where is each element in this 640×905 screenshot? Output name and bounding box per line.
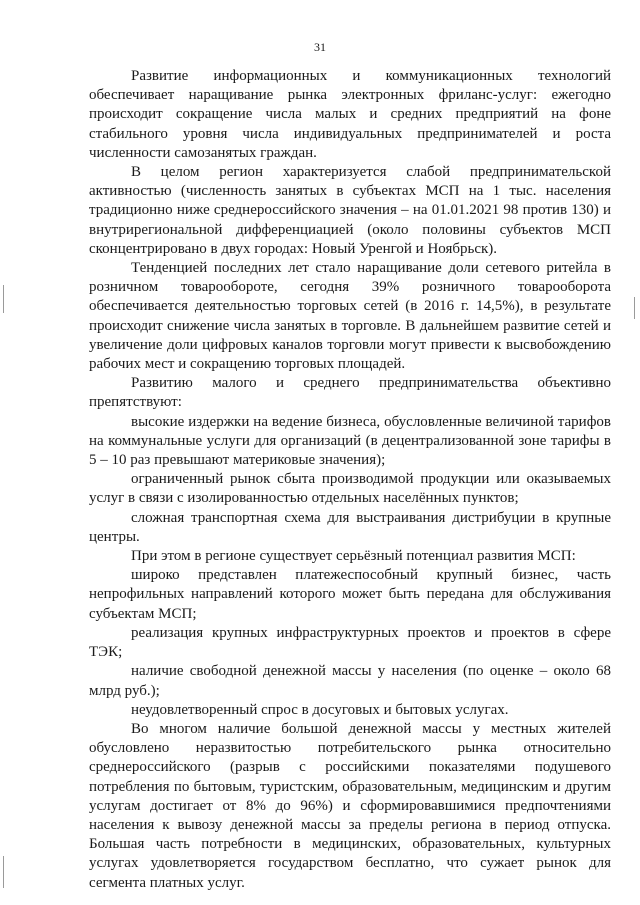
list-item-money-supply: наличие свободной денежной массы у населения (по оценке – около 68 млрд руб.); <box>89 663 611 699</box>
list-item-limited-market: ограниченный рынок сбыта производимой продукции или оказываемых услуг в связи с изолированностью отдельных населённых пунктов; <box>89 471 611 507</box>
document-body <box>89 67 611 893</box>
list-item-transport-scheme: сложная транспортная схема для выстраивания дистрибуции в крупные центры. <box>89 509 611 545</box>
page-number: 31 <box>314 40 326 54</box>
list-item-unmet-demand: неудовлетворенный спрос в досуговых и бытовых услугах. <box>131 701 509 718</box>
paragraph-obstacles-intro: Развитию малого и среднего предпринимательства объективно препятствуют: <box>89 375 611 411</box>
scan-artifact-left-bottom <box>3 856 4 888</box>
list-item-infrastructure-projects: реализация крупных инфраструктурных проектов и проектов в сфере ТЭК; <box>89 624 611 661</box>
list-item-large-business: широко представлен платежеспособный крупный бизнес, часть непрофильных направлений которого может быть передана для обслуживания субъектам МСП; <box>89 567 611 622</box>
paragraph-potential-intro: При этом в регионе существует серьёзный потенциал развития МСП: <box>131 548 576 565</box>
scan-artifact-right <box>634 297 635 319</box>
paragraph-money-mass: Во многом наличие большой денежной массы у местных жителей обусловлено неразвитостью потребительского рынка относительно среднероссийского (разрыв с российскими показателями подушевого потребления по бытовым, туристским, образовательным, медицинским и другим услугам достигает от 8% до 96%) и сформировавшимися предпочтениями населения к вывозу денежной массы за пределы региона в период отпуска. Большая часть потребности в медицинских, образовательных, культурных услугах удовлетворяется государством бесплатно, что сужает рынок для сегмента платных услуг. <box>89 720 611 891</box>
paragraph-retail-networks: Тенденцией последних лет стало наращивание доли сетевого ритейла в розничном товарообороте, сегодня 39% розничного товарооборота обеспечивается деятельностью торговых сетей (в 2016 г. 14,5%), в результате происходит снижение числа занятых в торговле. В дальнейшем развитие сетей и увеличение доли цифровых каналов торговли могут привести к высвобождению рабочих мест и сокращению торговых площадей. <box>89 260 611 373</box>
scan-artifact-left <box>3 285 4 313</box>
list-item-business-costs: высокие издержки на ведение бизнеса, обусловленные величиной тарифов на коммунальные услуги для организаций (в децентрализованной зоне тарифы в 5 – 10 раз превышают материковые значения); <box>89 413 611 469</box>
paragraph-regional-activity: В целом регион характеризуется слабой предпринимательской активностью (численность занятых в субъектах МСП на 1 тыс. населения традиционно ниже среднероссийского значения – на 01.01.2021 98 против 130) и внутрирегиональной дифференциацией (около половины субъектов МСП сконцентрировано в двух городах: Новый Уренгой и Ноябрьск). <box>89 164 611 257</box>
paragraph-ict-freelance: Развитие информационных и коммуникационных технологий обеспечивает наращивание рынка электронных фриланс-услуг: ежегодно происходит сокращение числа малых и средних предприятий на фоне стабильного уровня числа индивидуальных предпринимателей и роста численности самозанятых граждан. <box>89 68 611 161</box>
